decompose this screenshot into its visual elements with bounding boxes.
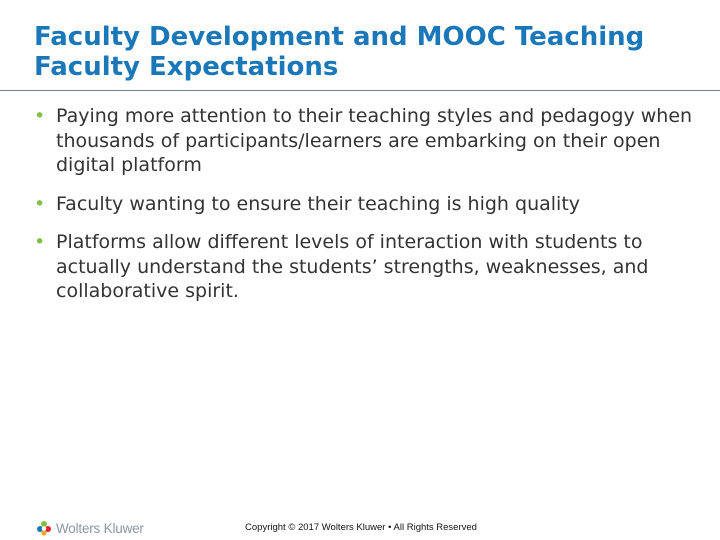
bullet-dot-icon: • (34, 105, 46, 127)
slide-title-line-2: Faculty Expectations (34, 52, 339, 82)
bullet-item-1 (34, 104, 694, 178)
logo-text: Wolters Kluwer (56, 520, 144, 536)
bullet-item-3 (34, 230, 694, 304)
bullet-list (34, 104, 694, 318)
bullet-text: Paying more attention to their teaching styles and pedagogy when thousands of participants/learners are embarking on their open digital platform (56, 105, 693, 176)
bullet-dot-icon: • (34, 231, 46, 253)
logo-mark-icon (36, 520, 52, 536)
copyright-notice: Copyright © 2017 Wolters Kluwer • All Rights Reserved (245, 522, 477, 533)
wolters-kluwer-logo (36, 519, 144, 537)
bullet-text: Platforms allow different levels of interaction with students to actually understand the students’ strengths, weaknesses, and collaborative spirit. (56, 231, 649, 302)
title-divider (0, 90, 720, 91)
slide-title-line-1: Faculty Development and MOOC Teaching (34, 22, 645, 52)
bullet-dot-icon: • (34, 192, 46, 215)
bullet-text: Faculty wanting to ensure their teaching is high quality (56, 192, 581, 215)
bullet-item-2 (34, 192, 694, 217)
slide-title (34, 22, 704, 82)
